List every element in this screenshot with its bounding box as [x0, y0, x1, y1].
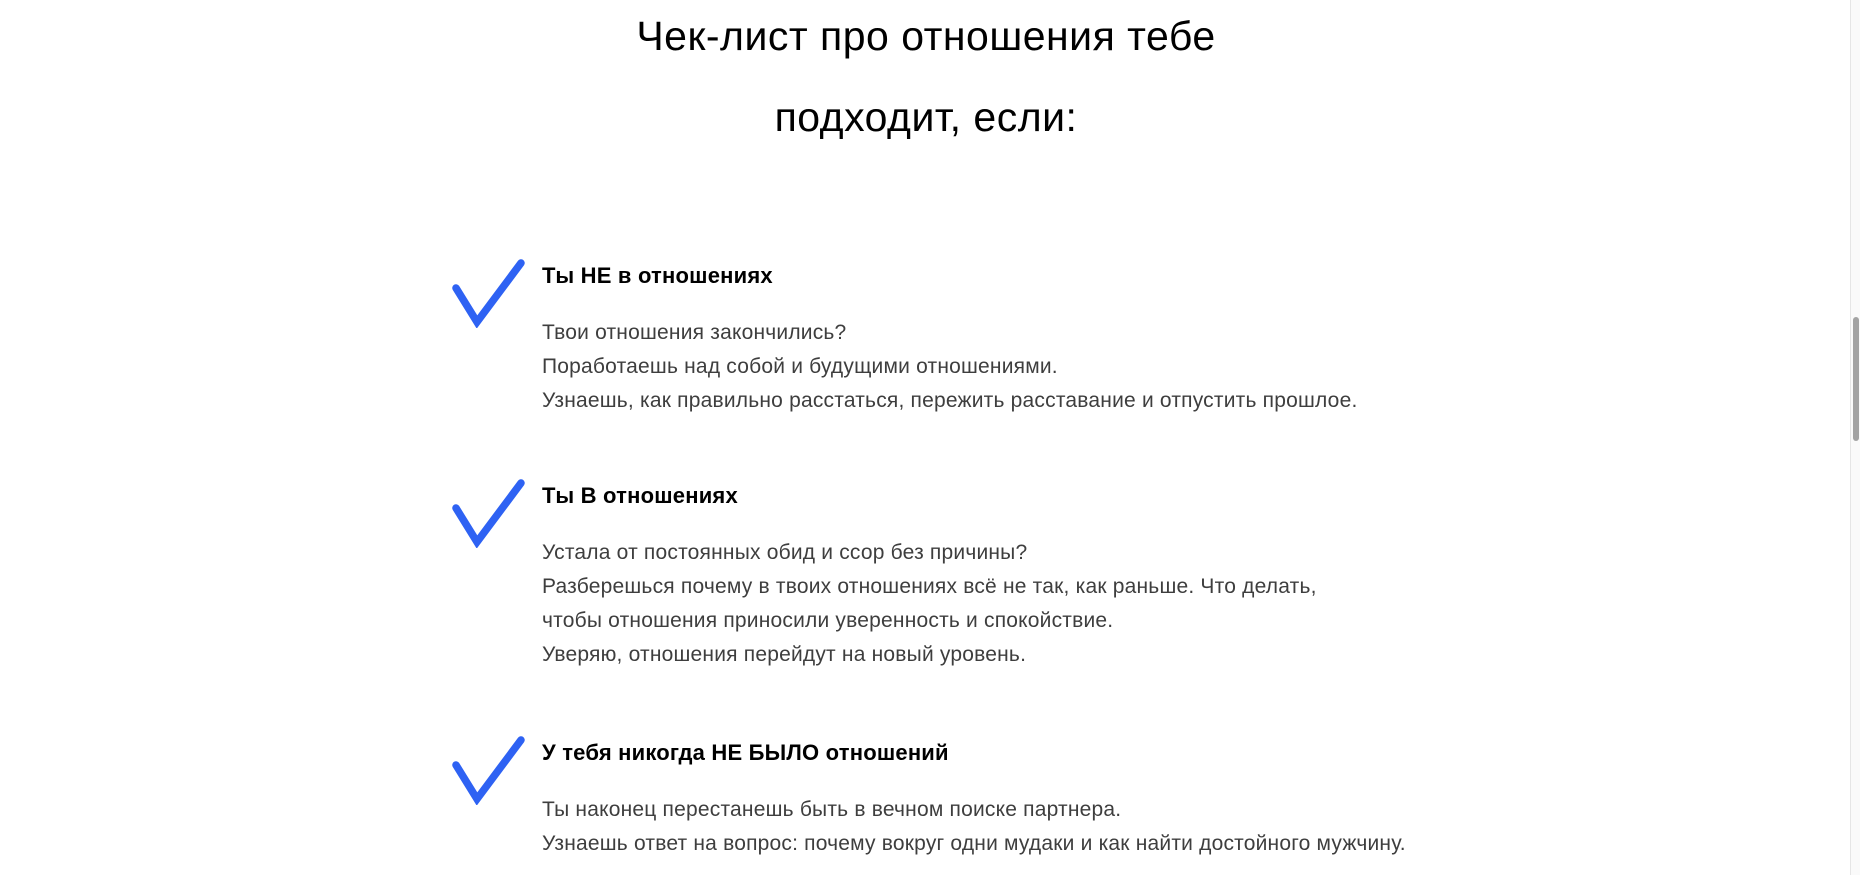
checklist-item-text	[542, 258, 1542, 418]
checklist-item-body	[542, 793, 1542, 861]
body-line: Узнаешь, как правильно расстаться, пережить расставание и отпустить прошлое.	[542, 389, 1358, 412]
scrollbar-thumb[interactable]	[1853, 317, 1859, 441]
body-line: Разберешься почему в твоих отношениях всё не так, как раньше. Что делать,	[542, 575, 1317, 598]
vertical-scrollbar[interactable]	[1850, 0, 1860, 875]
checkmark-icon	[450, 478, 526, 548]
page-title-line1: Чек-лист про отношения тебе	[636, 13, 1216, 59]
checklist-item-body	[542, 316, 1542, 418]
checklist-item-text	[542, 735, 1542, 861]
checkmark-icon	[450, 735, 526, 805]
checklist-item-heading: У тебя никогда НЕ БЫЛО отношений	[542, 740, 949, 765]
checklist-item-heading: Ты НЕ в отношениях	[542, 263, 773, 288]
body-line: Устала от постоянных обид и ссор без причины?	[542, 541, 1028, 564]
checklist-item-heading: Ты В отношениях	[542, 483, 738, 508]
body-line: чтобы отношения приносили уверенность и спокойствие.	[542, 609, 1114, 632]
page-title-line2: подходит, если:	[774, 94, 1078, 140]
page-title	[0, 0, 1852, 158]
checklist-item-body	[542, 536, 1542, 672]
checkmark-icon	[450, 258, 526, 328]
body-line: Уверяю, отношения перейдут на новый уровень.	[542, 643, 1027, 666]
body-line: Узнаешь ответ на вопрос: почему вокруг одни мудаки и как найти достойного мужчину.	[542, 832, 1406, 855]
body-line: Ты наконец перестанешь быть в вечном поиске партнера.	[542, 798, 1122, 821]
body-line: Поработаешь над собой и будущими отношениями.	[542, 355, 1058, 378]
checklist-item-text	[542, 478, 1542, 672]
body-line: Твои отношения закончились?	[542, 321, 847, 344]
